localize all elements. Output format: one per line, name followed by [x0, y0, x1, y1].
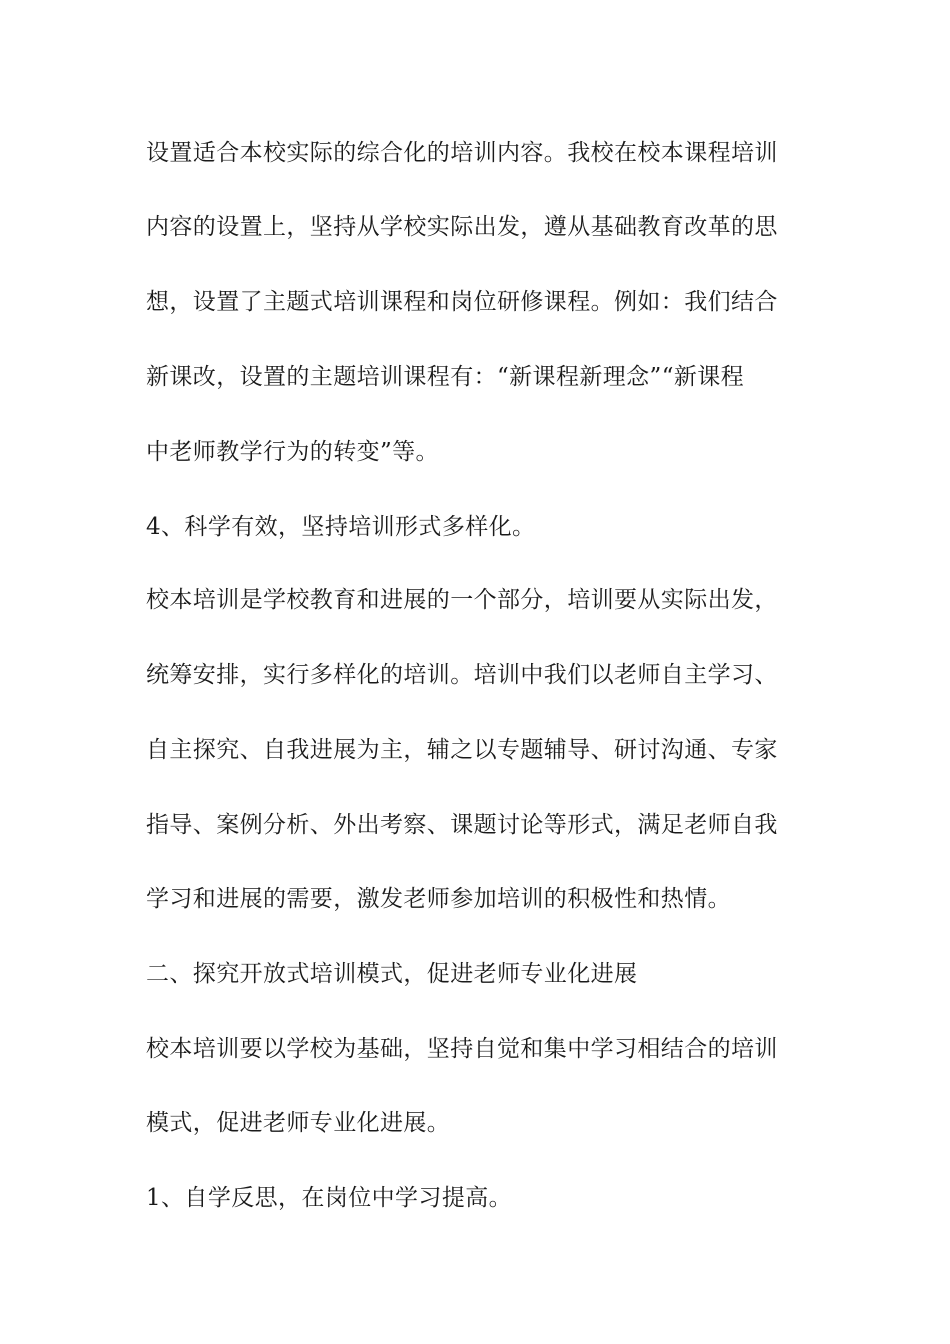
- paragraph-line: 校本培训是学校教育和进展的一个部分，培训要从实际出发，: [146, 587, 778, 613]
- paragraph-line: 中老师教学行为的转变”等。: [146, 439, 439, 465]
- section-heading: 二、探究开放式培训模式，促进老师专业化进展: [146, 961, 638, 987]
- paragraph-line: 新课改，设置的主题培训课程有：“新课程新理念”“新课程: [146, 364, 745, 390]
- paragraph-line: 指导、案例分析、外出考察、课题讨论等形式，满足老师自我: [146, 812, 778, 838]
- section-heading: 1、自学反思，在岗位中学习提高。: [146, 1185, 513, 1211]
- paragraph-line: 想，设置了主题式培训课程和岗位研修课程。例如：我们结合: [146, 289, 778, 315]
- paragraph-line: 模式，促进老师专业化进展。: [146, 1110, 451, 1136]
- paragraph-line: 自主探究、自我进展为主，辅之以专题辅导、研讨沟通、专家: [146, 737, 778, 763]
- paragraph-line: 校本培训要以学校为基础，坚持自觉和集中学习相结合的培训: [146, 1036, 778, 1062]
- paragraph-line: 设置适合本校实际的综合化的培训内容。我校在校本课程培训: [146, 140, 778, 166]
- paragraph-line: 内容的设置上，坚持从学校实际出发，遵从基础教育改革的思: [146, 214, 778, 240]
- paragraph-line: 统筹安排，实行多样化的培训。培训中我们以老师自主学习、: [146, 662, 778, 688]
- paragraph-line: 学习和进展的需要，激发老师参加培训的积极性和热情。: [146, 886, 731, 912]
- section-heading: 4、科学有效，坚持培训形式多样化。: [146, 514, 536, 540]
